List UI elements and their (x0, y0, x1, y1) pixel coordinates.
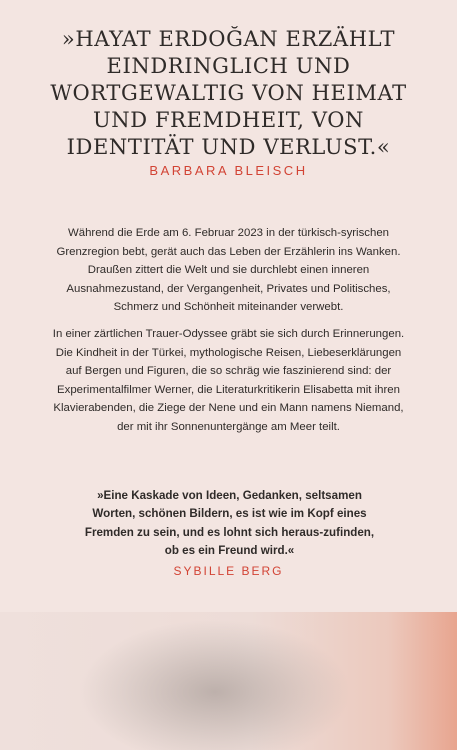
top-quote-author: BARBARA BLEISCH (149, 163, 308, 178)
bottom-quote: »Eine Kaskade von Ideen, Gedanken, seltsamen Worten, schönen Bildern, es ist wie im Kopf eines Fremden zu sein, und es lohnt sich heraus-zufinden, ob es ein Freund wird.« (84, 489, 375, 558)
blurb-paragraph-1: Während die Erde am 6. Februar 2023 in der türkisch-syrischen Grenzregion bebt, gerät auch das Leben der Erzählerin ins Wanken. Draußen zittert die Welt und sie durchlebt einen inneren Ausnahmezustand, der Vergangenheit, Privates und Politisches, Schmerz und Schönheit miteinander verwebt. (56, 227, 401, 314)
top-quote: »HAYAT ERDOĞAN ERZÄHLT EINDRINGLICH UND WORTGEWALTIG VON HEIMAT UND FREMDHEIT, VON IDENTITÄT UND VERLUST.« (50, 27, 407, 159)
bottom-quote-author: SYBILLE BERG (173, 564, 284, 578)
blurb-paragraph-2: In einer zärtlichen Trauer-Odyssee gräbt sie sich durch Erinnerungen. Die Kindheit in der Türkei, mythologische Reisen, Liebeserklärungen auf Bergen und Figuren, die so schräg wie faszinierend sind: der Experimentalfilmer Werner, die Literaturkritikerin Elisabetta mit ihren Klavierabenden, die Ziege der Nene und ein Mann namens Niemand, der mit ihr Sonnenuntergänge am Meer teilt. (52, 328, 405, 433)
blurred-photo-strip (0, 612, 457, 750)
